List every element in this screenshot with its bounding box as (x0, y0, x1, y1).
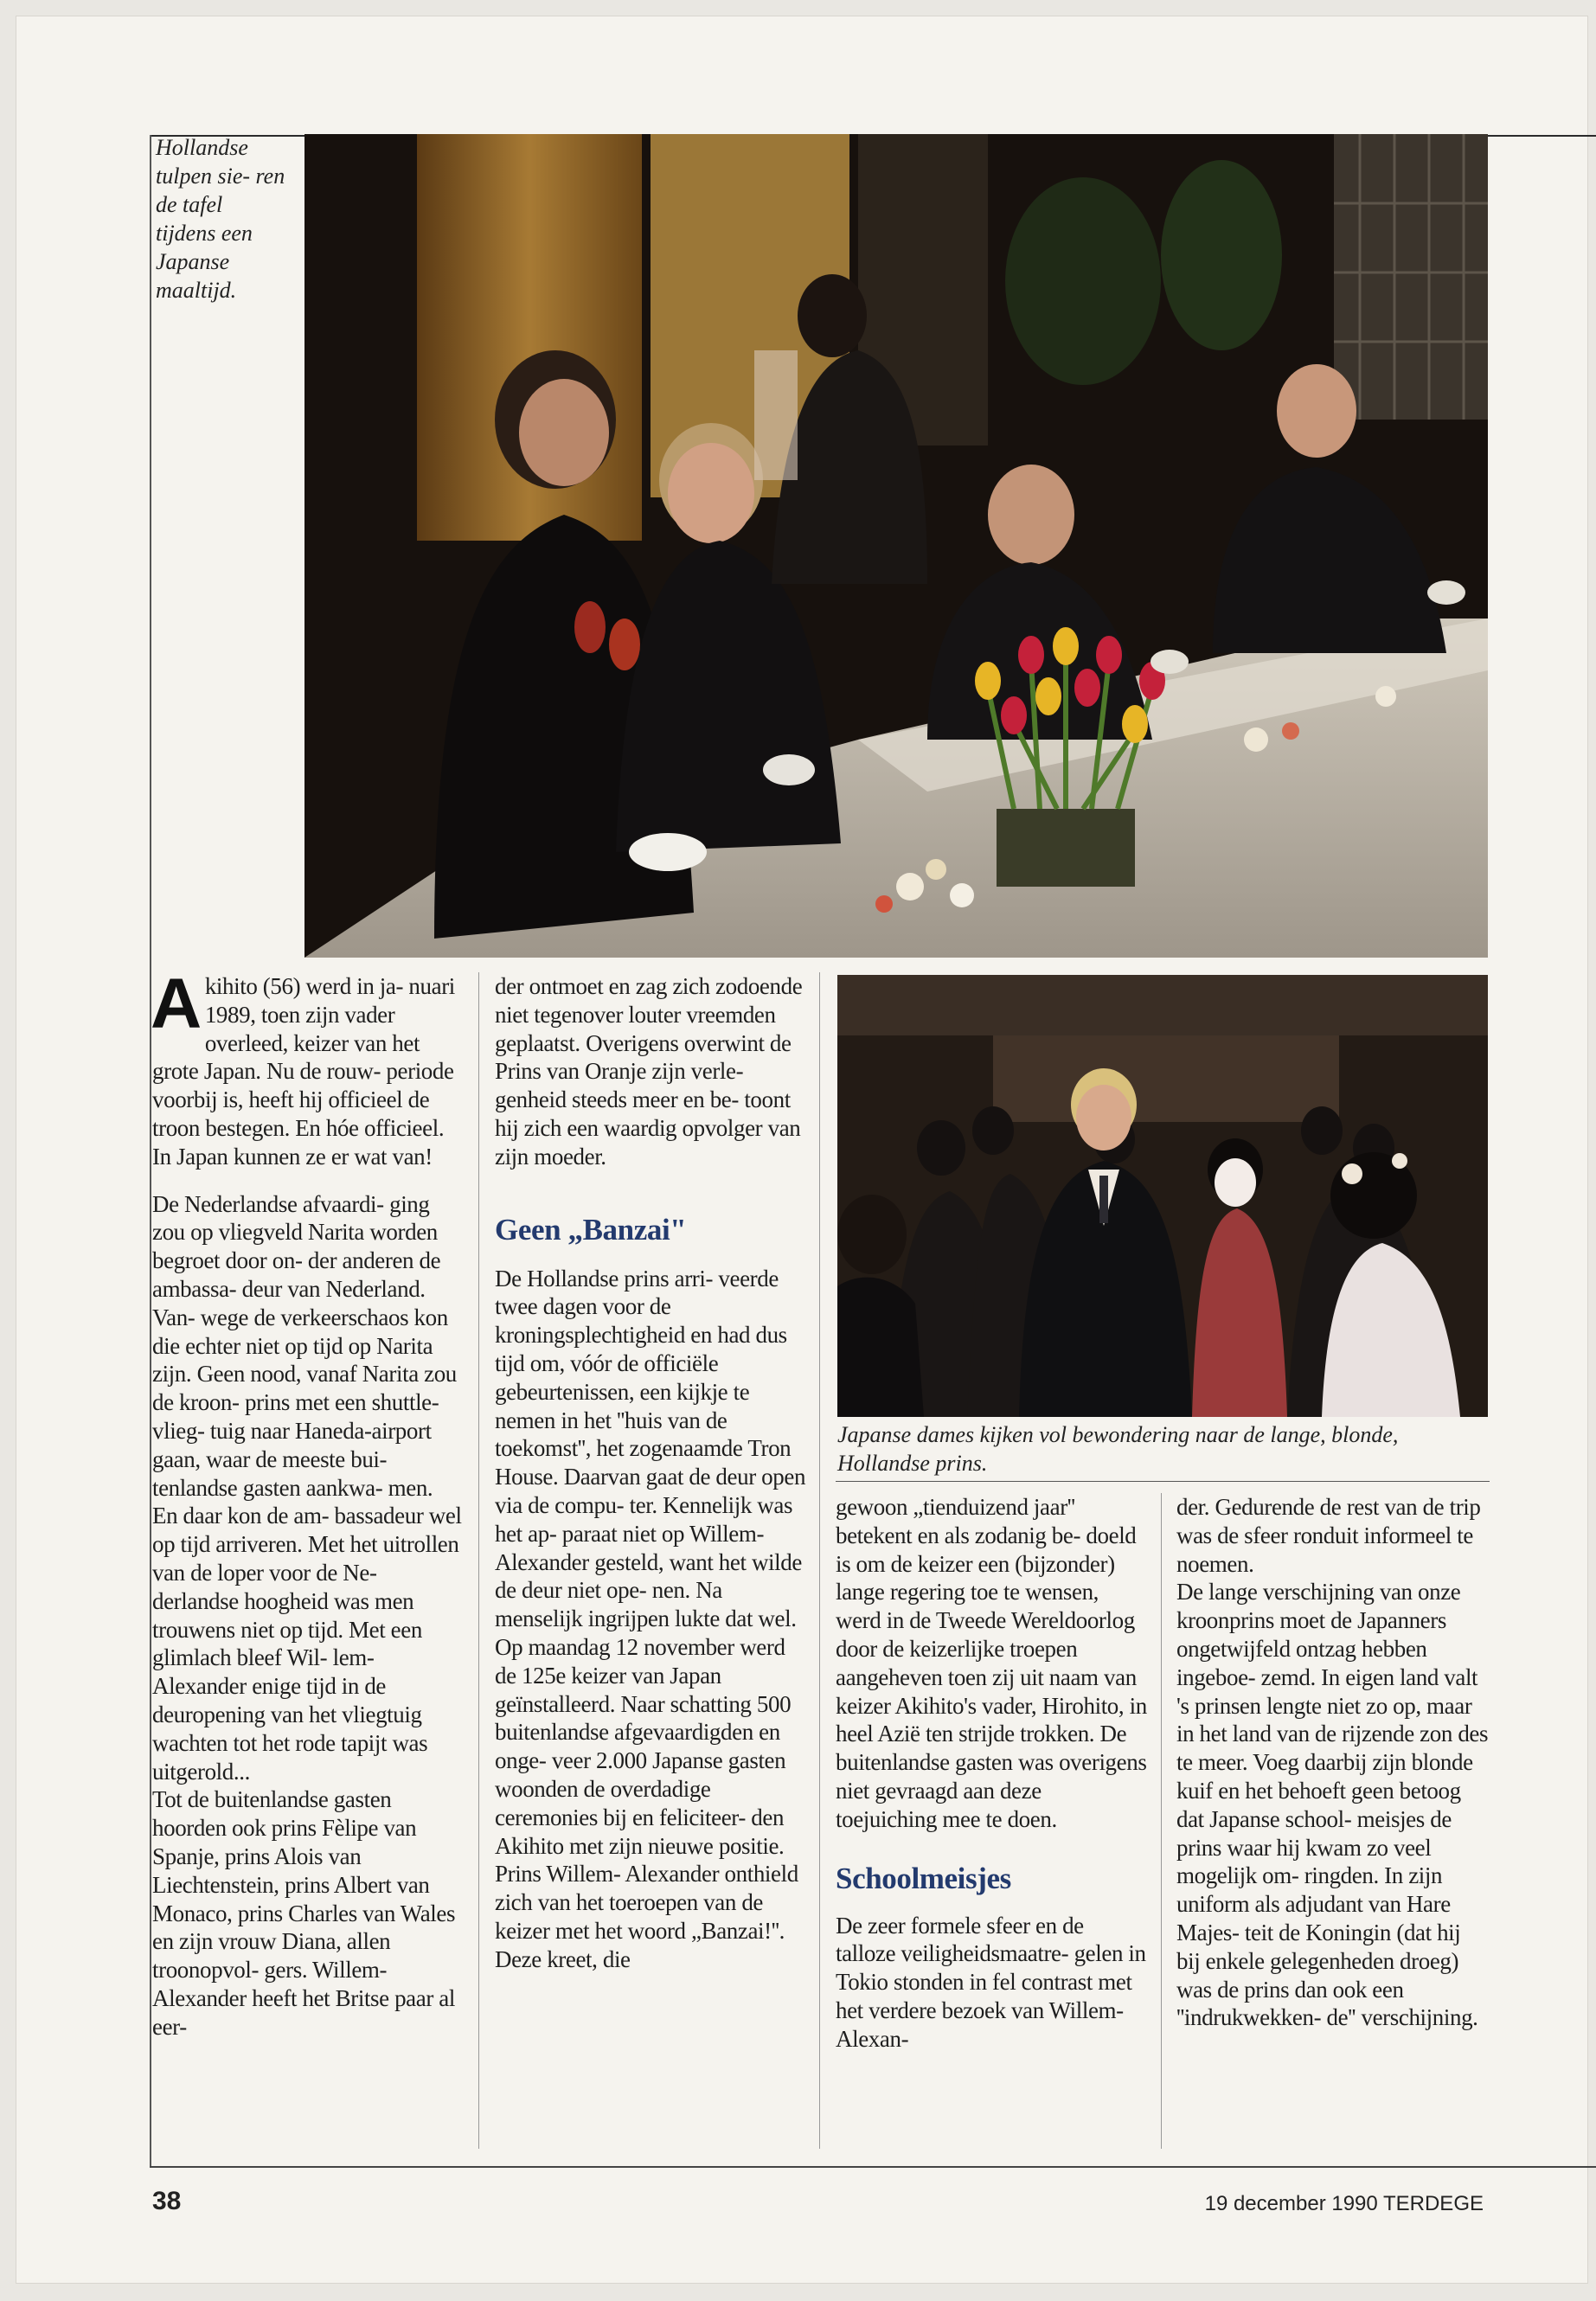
page-number: 38 (152, 2187, 182, 2215)
article-column-3 (836, 1493, 1147, 2054)
paragraph: De lange verschijning van onze kroonprins moet de Japanners ongetwijfeld ontzag hebben ingeboe- zemd. In eigen land valt 's prinsen lengte niet zo op, maar in het land van de rijzende zon des te meer. Voeg daarbij zijn blonde kuif en het behoeft geen betoog dat Japanse school- meisjes de prins waar hij kwam zo veel mogelijk om- ringden. In zijn uniform als adjudant van Hare Majes- teit de Koningin (dat hij bij enkele gelegenheden droeg) was de prins dan ook een ''indrukwekken- de'' verschijning. (1176, 1579, 1489, 2031)
article-column-4 (1176, 1493, 1490, 2032)
intro-paragraph: Akihito (56) werd in ja- nuari 1989, toen zijn vader overleed, keizer van het grote Japan. Nu de rouw- periode voorbij is, heeft hij officieel de troon bestegen. En hóe officieel. In Japan kunnen ze er wat van! (151, 965, 455, 1170)
article-column-1 (151, 965, 462, 2041)
article-column-2 (495, 972, 806, 1974)
dinner-photo (304, 134, 1488, 958)
issue-date: 19 december 1990 TERDEGE (1204, 2192, 1484, 2215)
prince-photo (837, 975, 1488, 1417)
column-divider (819, 972, 820, 2149)
drop-cap: A (151, 965, 202, 1043)
top-photo-caption: Hollandse tulpen sie- ren de tafel tijdens een Japanse maaltijd. (156, 135, 285, 303)
paragraph: der. Gedurende de rest van de trip was de sfeer ronduit informeel te noemen. (1176, 1494, 1481, 1577)
prince-photo-image (837, 975, 1488, 1417)
paragraph: De Nederlandse afvaardi- ging zou op vliegveld Narita worden begroet door on- der anderen de ambassa- deur van Nederland. Van- wege de verkeerschaos kon die echter niet op tijd op Narita zijn. Geen nood, vanaf Narita zou de kroon- prins met een shuttle-vlieg- tuig naar Haneda-airport gaan, waar de meeste bui- tenlandse gasten aankwa- men. En daar kon de am- bassadeur wel op tijd arriveren. Met het uitrollen van de loper voor de Ne- derlandse hoogheid was men trouwens niet op tijd. Met een glimlach bleef Wil- lem-Alexander enige tijd in de deuropening van het vliegtuig wachten tot het rode tapijt was uitgerold... (152, 1190, 462, 1785)
subheading-schoolmeisjes: Schoolmeisjes (836, 1861, 1011, 1895)
paragraph: De Hollandse prins arri- veerde twee dagen voor de kroningsplechtigheid en had dus tijd om, vóór de officiële gebeurtenissen, een kijkje te nemen in het ''huis van de toekomst'', het zogenaamde Tron House. Daarvan gaat de deur open via de compu- ter. Kennelijk was het ap- paraat niet op Willem- Alexander gesteld, want het wilde de deur niet ope- nen. Na menselijk ingrijpen lukte dat wel. (495, 1265, 806, 1632)
column-divider (478, 972, 479, 2149)
paragraph: der ontmoet en zag zich zodoende niet tegenover louter vreemden geplaatst. Overigens overwint de Prins van Oranje zijn verle- genheid steeds meer en be- toont hij zich een waardig opvolger van zijn moeder. (495, 973, 803, 1170)
left-rule (150, 135, 151, 2166)
subheading-banzai: Geen „Banzai" (495, 1212, 687, 1247)
paragraph: Tot de buitenlandse gasten hoorden ook prins Fèlipe van Spanje, prins Alois van Liechtenstein, prins Albert van Monaco, prins Charles van Wales en zijn vrouw Diana, allen troonopvol- gers. Willem-Alexander heeft het Britse paar al eer- (152, 1786, 456, 2040)
dinner-photo-image (304, 134, 1488, 958)
column-divider (1161, 1493, 1162, 2149)
paragraph: Op maandag 12 november werd de 125e keizer van Japan geïnstalleerd. Naar schatting 500 buitenlandse afgevaardigden en onge- veer 2.000 Japanse gasten woonden de overdadige ceremonies bij en feliciteer- den Akihito met zijn nieuwe positie. Prins Willem- Alexander onthield zich van het toeroepen van de keizer met het woord „Banzai!''. Deze kreet, die (495, 1633, 798, 1972)
bottom-photo-caption: Japanse dames kijken vol bewondering naar de lange, blonde, Hollandse prins. (837, 1422, 1399, 1476)
bottom-rule (150, 2166, 1596, 2168)
caption-rule (836, 1481, 1490, 1482)
paragraph: De zeer formele sfeer en de talloze veiligheidsmaatre- gelen in Tokio stonden in fel contrast met het verdere bezoek van Willem-Alexan- (836, 1912, 1146, 2052)
paragraph: gewoon „tienduizend jaar'' betekent en als zodanig be- doeld is om de keizer een (bijzonder) lange regering toe te wensen, werd in de Tweede Wereldoorlog door de keizerlijke troepen aangeheven toen zij uit naam van keizer Akihito's vader, Hirohito, in heel Azië ten strijde trokken. De buitenlandse gasten was overigens niet gevraagd aan deze toejuiching mee te doen. (836, 1494, 1147, 1832)
